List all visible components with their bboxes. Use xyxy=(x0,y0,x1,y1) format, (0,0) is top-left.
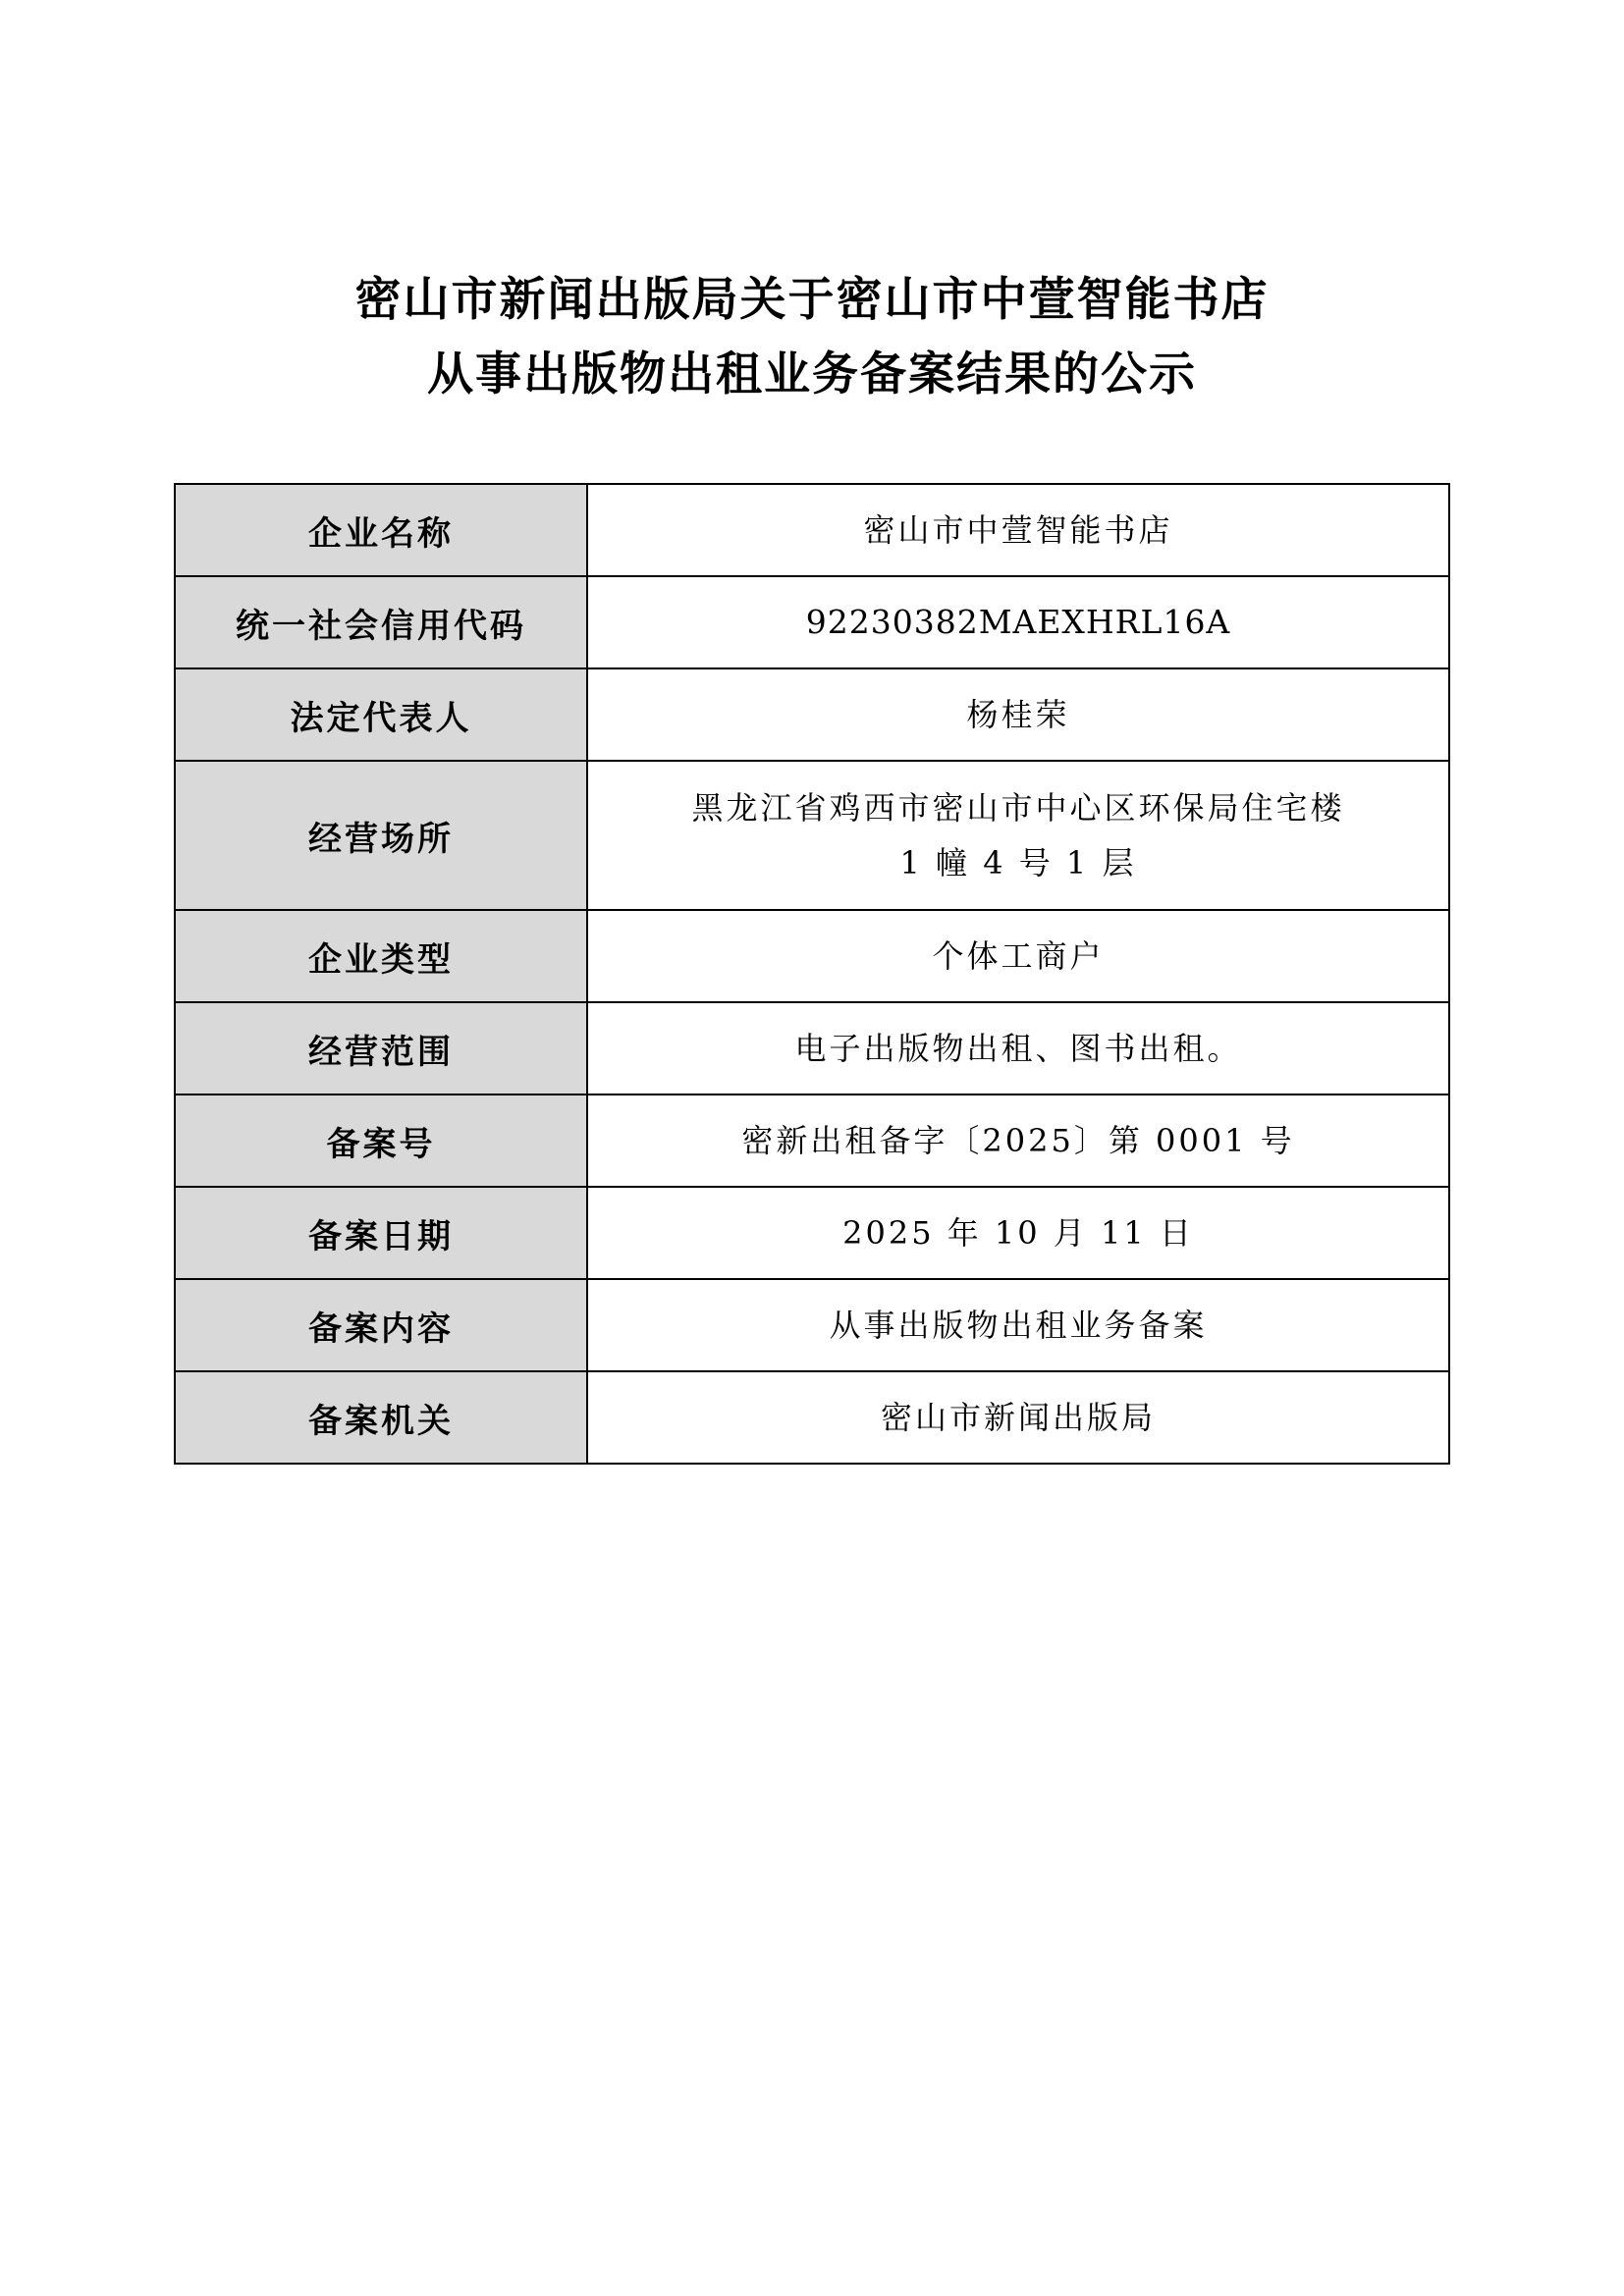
value-line: 密山市中萱智能书店 xyxy=(863,511,1173,550)
row-value-legal-representative xyxy=(587,668,1449,761)
table-row xyxy=(175,668,1449,761)
title-line-1: 密山市新闻出版局关于密山市中萱智能书店 xyxy=(354,273,1270,327)
value-line: 从事出版物出租业务备案 xyxy=(829,1307,1208,1345)
table-row xyxy=(175,761,1449,910)
row-value-record-content xyxy=(587,1279,1449,1371)
value-line: 黑龙江省鸡西市密山市中心区环保局住宅楼 xyxy=(691,789,1345,828)
table-row xyxy=(175,1279,1449,1371)
row-value-business-scope xyxy=(587,1002,1449,1095)
title-line-2: 从事出版物出租业务备案结果的公示 xyxy=(427,347,1197,402)
row-label-business-scope: 经营范围 xyxy=(175,1002,587,1095)
table-row xyxy=(175,1371,1449,1464)
row-label-record-date: 备案日期 xyxy=(175,1187,587,1279)
page-title xyxy=(0,0,1624,412)
table-row xyxy=(175,1002,1449,1095)
row-label-legal-representative: 法定代表人 xyxy=(175,668,587,761)
row-value-record-date xyxy=(587,1187,1449,1279)
row-label-business-address: 经营场所 xyxy=(175,761,587,910)
row-value-record-number xyxy=(587,1095,1449,1187)
value-line: 1 幢 4 号 1 层 xyxy=(899,844,1137,882)
row-value-enterprise-name xyxy=(587,484,1449,576)
value-line: 密山市新闻出版局 xyxy=(880,1399,1156,1437)
row-label-record-content: 备案内容 xyxy=(175,1279,587,1371)
row-label-record-number: 备案号 xyxy=(175,1095,587,1187)
table-row xyxy=(175,1187,1449,1279)
value-line: 电子出版物出租、图书出租。 xyxy=(794,1030,1242,1068)
table-row xyxy=(175,910,1449,1002)
table-row xyxy=(175,1095,1449,1187)
row-value-record-authority xyxy=(587,1371,1449,1464)
record-table xyxy=(174,483,1450,1465)
table-row xyxy=(175,576,1449,668)
record-table-body xyxy=(175,484,1449,1464)
record-table-container xyxy=(174,483,1450,1465)
row-label-enterprise-name: 企业名称 xyxy=(175,484,587,576)
row-value-business-address xyxy=(587,761,1449,910)
row-label-enterprise-type: 企业类型 xyxy=(175,910,587,1002)
row-value-enterprise-type xyxy=(587,910,1449,1002)
value-line: 杨桂荣 xyxy=(966,696,1070,734)
row-value-credit-code xyxy=(587,576,1449,668)
row-label-record-authority: 备案机关 xyxy=(175,1371,587,1464)
value-line: 密新出租备字〔2025〕第 0001 号 xyxy=(741,1122,1295,1160)
value-line: 2025 年 10 月 11 日 xyxy=(842,1214,1194,1253)
row-label-credit-code: 统一社会信用代码 xyxy=(175,576,587,668)
value-line: 92230382MAEXHRL16A xyxy=(805,603,1231,642)
table-row xyxy=(175,484,1449,576)
value-line: 个体工商户 xyxy=(932,937,1105,976)
